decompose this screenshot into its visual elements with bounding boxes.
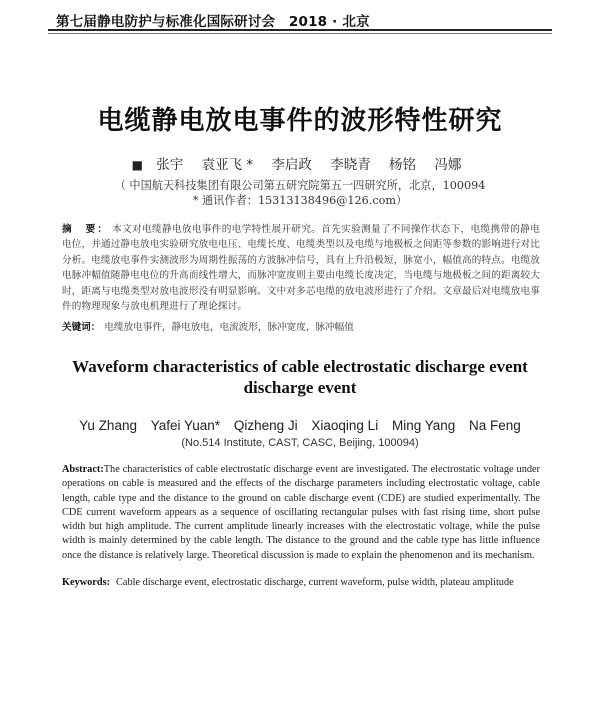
chinese-author: 杨铭 [389, 157, 417, 173]
english-affiliation: (No.514 Institute, CAST, CASC, Beijing, 100094) [181, 437, 419, 449]
chinese-affiliation: （ 中国航天科技集团有限公司第五研究院第五一四研究所，北京，100094 [114, 179, 486, 192]
chinese-keywords-text: 电缆放电事件，静电放电，电流波形，脉冲宽度，脉冲幅值 [104, 322, 354, 333]
chinese-abstract [62, 222, 540, 314]
english-author: Na Feng [469, 418, 521, 433]
english-abstract-text: The characteristics of cable electrostatic discharge event are investigated. The electrostatic voltage under operations on cable is measured and the effects of the discharge parameters including electrostatic voltage, cable length, cable type and the distance to the ground on cable discharge event (CDE) are studied experimentally. The CDE current waveform appears as a sequence of oscillating rectangular pulses with fast rising time, short pulse width but high amplitude. The current amplitude linearly increases with the electrostatic voltage, while the pulse width is mainly determined by the cable length. The distance to the ground and the cable type has little influence once the distance is relatively large. Theoretical discussion is made to explain the phenomenon and its mechanism. [62, 464, 540, 561]
english-author: Ming Yang [391, 418, 456, 433]
chinese-author: 袁亚飞 * [201, 157, 254, 173]
chinese-author: 李启政 [271, 157, 312, 173]
english-abstract-label: Abstract: [62, 464, 104, 475]
header-rule [48, 29, 552, 31]
english-author: Yu Zhang [79, 418, 137, 433]
running-header: 第七届静电防护与标准化国际研讨会 2018 · 北京 [56, 14, 370, 30]
english-author: Xiaoqing Li [311, 418, 379, 433]
english-author-list [0, 418, 600, 433]
chinese-author: 冯娜 [434, 157, 462, 173]
english-keywords-label: Keywords: [62, 577, 111, 588]
english-author: Yafei Yuan* [150, 418, 221, 433]
chinese-author-list [0, 153, 600, 173]
author-bullet: ■ [131, 158, 143, 172]
chinese-author: 张宇 [156, 157, 184, 173]
chinese-author: 李晓青 [330, 157, 371, 173]
english-author: Qizheng Ji [233, 418, 298, 433]
english-keywords-text: Cable discharge event, electrostatic discharge, current waveform, pulse width, plateau amplitude [116, 577, 514, 588]
chinese-abstract-label: 摘 要： [62, 224, 110, 235]
chinese-keywords [62, 319, 540, 333]
english-abstract [62, 463, 540, 563]
chinese-abstract-text: 本文对电缆静电放电事件的电学特性展开研究。首先实验测量了不同操作状态下，电缆携带的静电电位，并通过静电放电实验研究放电电压、电缆长度、电缆类型以及电缆与地极板之间距等参数的影响进行对比分析。电缆放电事件实测波形为周期性振荡的方波脉冲信号，具有上升沿极短，脉宽小，幅值高的特点。电缆放电脉冲幅值随静电电位的升高而线性增大，而脉冲宽度则主要由电缆长度决定，当电缆与地极板之间的距离较大时，距离与电缆类型对放电波形没有明显影响。文中对多芯电缆的放电波形进行了介绍。文章最后对电缆放电事件的物理现象与放电机理进行了理论探讨。 [62, 224, 541, 313]
chinese-title: 电缆静电放电事件的波形特性研究 [97, 106, 503, 136]
corresponding-author-contact: * 通讯作者：15313138496@126.com） [192, 194, 408, 207]
chinese-keywords-label: 关键词： [62, 322, 101, 333]
english-title: Waveform characteristics of cable electrostatic discharge event discharge event [72, 357, 528, 397]
english-keywords [62, 577, 540, 588]
header-rule-thin [48, 33, 552, 34]
